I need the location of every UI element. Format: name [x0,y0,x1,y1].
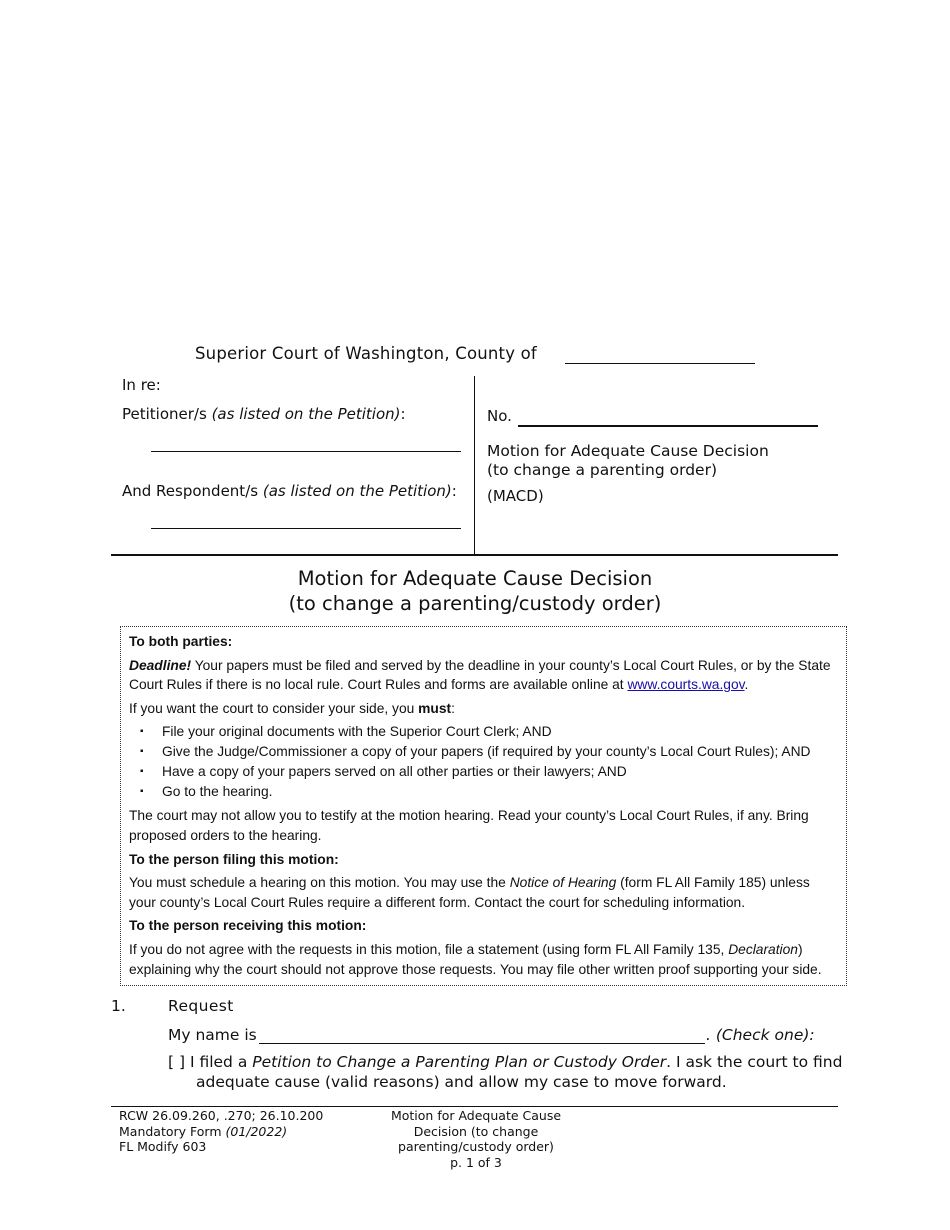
list-item: ▪ Go to the hearing. [154,782,838,802]
section-number: 1. [111,997,126,1015]
consider-text: If you want the court to consider your side, you [129,700,419,716]
petitioner-colon: : [400,405,406,423]
filing-form-name: Notice of Hearing [509,875,617,891]
page-title-line2: (to change a parenting/custody order) [288,592,662,615]
footer-title-line3: parenting/custody order) [398,1139,554,1154]
name-field[interactable] [259,1043,705,1044]
receiving-paragraph [129,940,838,979]
option-1-text-2: . I ask the court to find [666,1053,843,1071]
footer-center [376,1108,576,1170]
option-1-text-1: I filed a [185,1053,253,1071]
caption-form-title-line2: (to change a parenting order) [487,461,718,479]
petitioner-label-text: Petitioner/s [122,405,207,423]
petitioner-label [122,405,406,423]
page-title [0,566,950,616]
footer-rcw: RCW 26.09.260, .270; 26.10.200 [119,1108,324,1123]
must-word: must [418,700,452,716]
courts-link[interactable]: www.courts.wa.gov [627,677,745,693]
footer-title-line2: Decision (to change [413,1123,539,1139]
receiving-heading: To the person receiving this motion: [129,918,367,934]
case-number-label: No. [487,407,512,425]
section-heading: Request [168,997,234,1015]
respondent-note: (as listed on the Petition) [262,482,452,500]
caption-form-title [487,442,769,480]
deadline-label: Deadline! [129,657,192,673]
list-item: ▪ Have a copy of your papers served on all other parties or their lawyers; AND [154,762,838,782]
requirements-list [129,722,838,802]
footer-mandatory-date: (01/2022) [225,1123,288,1139]
receiving-form-name: Declaration [728,941,798,957]
my-name-label: My name is [168,1026,257,1044]
caption-divider-horizontal [111,554,838,556]
both-parties-heading: To both parties: [129,634,233,649]
receiving-text-1: If you do not agree with the requests in this motion, file a statement (using form FL All Family 135, [129,941,729,957]
footer-left [119,1108,323,1155]
county-field[interactable] [565,363,755,364]
petitioner-field[interactable] [151,451,461,452]
respondent-field[interactable] [151,528,461,529]
deadline-paragraph [129,656,838,695]
request-option-1 [168,1052,848,1092]
caption-form-title-line1: Motion for Adequate Cause Decision [487,442,769,460]
check-one-label: . (Check one): [706,1026,815,1044]
respondent-label [122,482,457,500]
must-colon: : [451,700,455,716]
filing-text-2: (form FL All Family 185) unless your county’s Local Court Rules require a different form. Contact the court for scheduling information. [129,875,810,910]
receiving-text-2: ) explaining why the court should not approve those requests. You may file other written proof supporting your side. [129,941,822,977]
court-heading: Superior Court of Washington, County of [195,344,537,363]
footer-mandatory-text: Mandatory Form [119,1123,226,1139]
notice-box [120,626,847,986]
in-re-label: In re: [122,376,161,394]
form-code: (MACD) [487,487,544,505]
footer-divider [111,1106,838,1107]
consider-paragraph [129,699,838,719]
filing-paragraph [129,873,838,912]
testify-paragraph: The court may not allow you to testify at the motion hearing. Read your county’s Local Court Rules, if any. Bring proposed orders to the hearing. [129,808,809,843]
caption-divider-vertical [474,376,475,554]
page-title-line1: Motion for Adequate Cause Decision [297,567,653,590]
list-item: ▪ Give the Judge/Commissioner a copy of your papers (if required by your county’s Local Court Rules); AND [154,742,838,762]
filing-heading: To the person filing this motion: [129,851,339,867]
deadline-text: Your papers must be filed and served by the deadline in your county’s Local Court Rules, or by the State Court Rules if there is no local rule. Court Rules and forms are available online at [129,657,831,693]
deadline-period: . [744,677,749,693]
option-1-text-3: adequate cause (valid reasons) and allow my case to move forward. [196,1073,727,1091]
case-number-field[interactable] [518,425,818,427]
option-1-checkbox[interactable]: [ ] [168,1053,186,1071]
filing-text-1: You must schedule a hearing on this motion. You may use the [129,875,510,891]
footer-mandatory [119,1124,323,1140]
option-1-form-name: Petition to Change a Parenting Plan or Custody Order [252,1053,667,1071]
footer-page-number: p. 1 of 3 [450,1154,502,1170]
list-item: ▪ File your original documents with the Superior Court Clerk; AND [154,722,838,742]
petitioner-note: (as listed on the Petition) [211,405,401,423]
respondent-colon: : [451,482,457,500]
respondent-label-text: And Respondent/s [122,482,259,500]
footer-title-line1: Motion for Adequate Cause [390,1108,562,1123]
footer-form-id: FL Modify 603 [119,1139,207,1154]
